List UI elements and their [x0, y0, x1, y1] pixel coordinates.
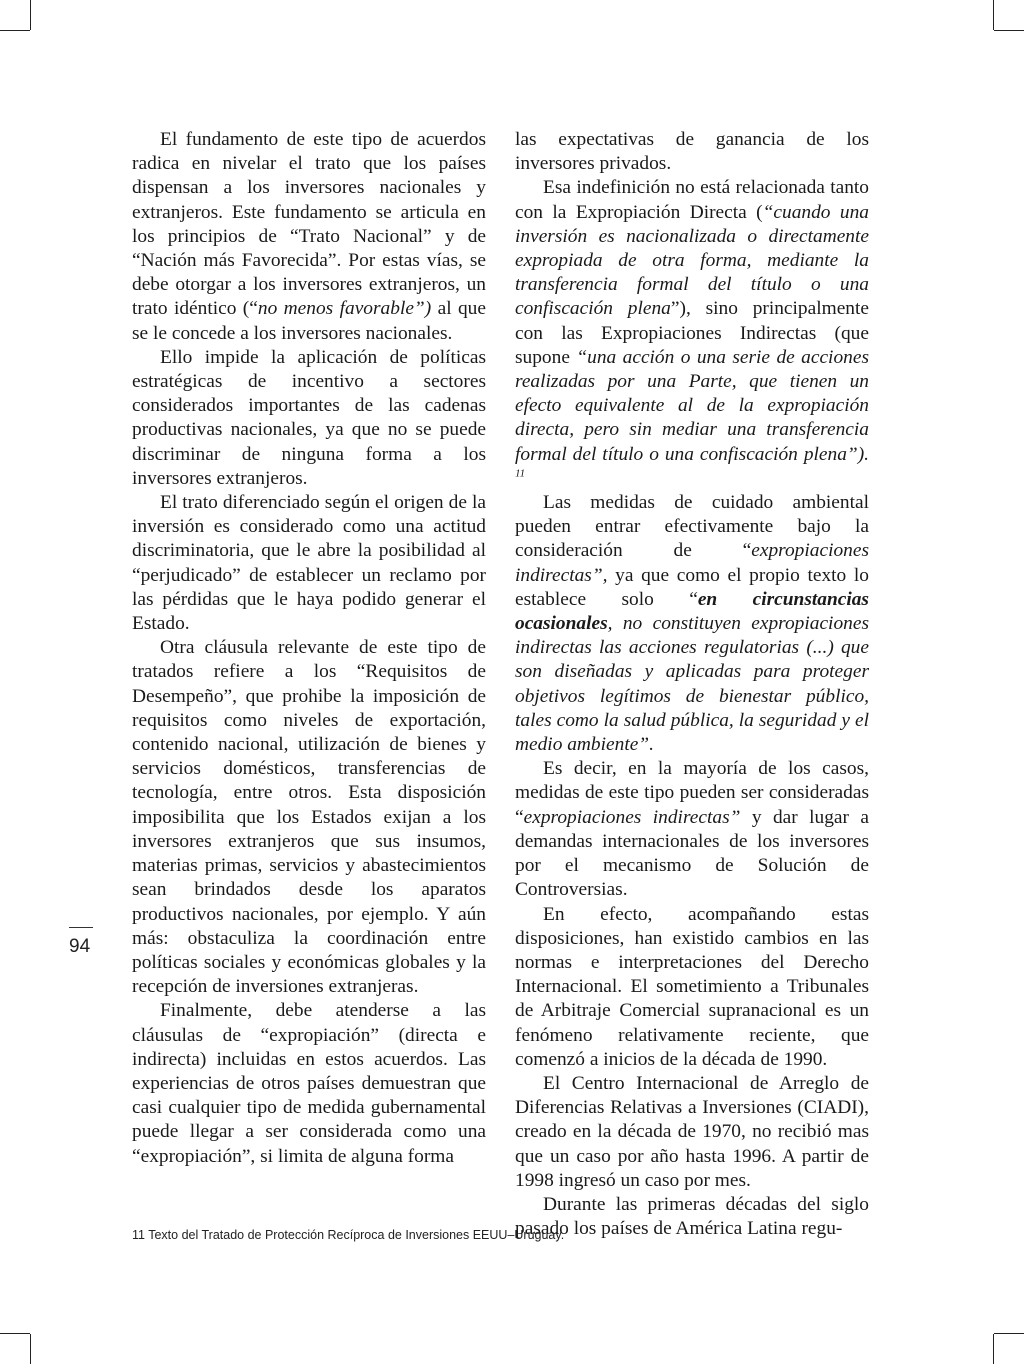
- crop-mark-bottom-right-v: [993, 1334, 994, 1364]
- paragraph-continuation: las expectativas de ganancia de los inversores privados.: [515, 129, 869, 175]
- paragraph-text: y dar lugar a demandas internacionales de los inversores por el mecanismo de Solución de Controversias.: [515, 806, 869, 901]
- crop-mark-top-left-h: [0, 30, 30, 31]
- paragraph: En efecto, acompañando estas disposiciones, han existido cambios en las normas e interpretaciones del Derecho Internacional. El sometimiento a Tribunales de Arbitraje Comercial supranacional es un fenómeno relativamente reciente, que comenzó a inicios de la década de 1990.: [515, 903, 869, 1070]
- footnote: 11 Texto del Tratado de Protección Recíproca de Inversiones EEUU–Uruguay.: [132, 1228, 565, 1242]
- right-column: [515, 128, 869, 1241]
- italic-quote: “una acción o una serie de acciones realizadas por una Parte, que tienen un efecto equivalente al de la expropiación directa, pero sin mediar una transferencia formal del título o una confiscación plena”).: [515, 346, 869, 465]
- paragraph-text: El fundamento de este tipo de acuerdos radica en nivelar el trato que los países dispensan a los inversores nacionales y extranjeros. Este fundamento se articula en los principios de “Trato Nacional” y de “Nación más Favorecida”. Por estas vías, se debe otorgar a los inversores extranjeros, un trato idéntico (“: [132, 129, 486, 320]
- paragraph: Durante las primeras décadas del siglo pasado los países de América Latina regu-: [515, 1193, 869, 1240]
- paragraph-text: al que se le concede a los inversores nacionales.: [132, 298, 486, 344]
- crop-mark-bottom-left-v: [30, 1334, 31, 1364]
- paragraph-text: Es decir, en la mayoría de los casos, medidas de este tipo pueden ser consideradas “: [515, 758, 869, 828]
- footnote-reference: 11: [515, 467, 526, 480]
- italic-quote: expropiaciones indirectas”,: [515, 540, 869, 586]
- paragraph: [515, 176, 869, 491]
- paragraph-text: Esa indefinición no está relacionada tanto con la Expropiación Directa (: [515, 177, 869, 223]
- italic-quote: no menos favorable”): [257, 298, 432, 320]
- italic-quote: “cuando una inversión es nacionalizada o directamente expropiada de otra forma, mediante la transferencia formal del título o una confiscación plena: [515, 201, 869, 320]
- paragraph-text: ya que como el propio texto lo establece solo “: [515, 564, 869, 610]
- paragraph-text: Las medidas de cuidado ambiental pueden entrar efectivamente bajo la consideración de “: [515, 492, 869, 562]
- paragraph: Otra cláusula relevante de este tipo de tratados refiere a los “Requisitos de Desempeño”, que prohibe la imposición de requisitos como niveles de exportación, contenido nacional, utilización de bienes y servicios domésticos, transferencias de tecnología, entre otros. Esta disposición imposibilita que los Estados exijan a los inversores extranjeros que sus insumos, materias primas, servicios y abastecimientos sean brindados desde los aparatos productivos nacionales, por ejemplo. Y aún más: obstaculiza la coordinación entre políticas sociales y económicas globales y la recepción de inversiones extranjeras.: [132, 637, 486, 998]
- paragraph: [132, 128, 486, 346]
- crop-mark-bottom-right-h: [994, 1333, 1024, 1334]
- paragraph: El trato diferenciado según el origen de la inversión es considerado como una actitud discriminatoria, que le abre la posibilidad al “perjudicado” de establecer un reclamo por las pérdidas que le haya podido generar el Estado.: [132, 492, 486, 635]
- paragraph: [515, 757, 869, 902]
- page-number: 94: [69, 936, 91, 957]
- paragraph-text: ”), sino principalmente con las Expropiaciones Indirectas (que supone: [515, 298, 869, 368]
- italic-quote: expropiaciones indirectas”: [523, 806, 741, 828]
- paragraph: Finalmente, debe atenderse a las cláusulas de “expropiación” (directa e indirecta) incluidas en estos acuerdos. Las experiencias de otros países demuestran que casi cualquier tipo de medida gubernamental puede llegar a ser considerada como una “expropiación”, si limita de alguna forma: [132, 1000, 486, 1167]
- paragraph: El Centro Internacional de Arreglo de Diferencias Relativas a Inversiones (CIADI), creado en la década de 1970, no recibió mas que un caso por año hasta 1996. A partir de 1998 ingresó un caso por mes.: [515, 1072, 869, 1191]
- crop-mark-top-right-v: [993, 0, 994, 30]
- bold-italic-phrase: en circunstancias ocasionales: [515, 588, 869, 635]
- page-number-rule: [69, 927, 93, 928]
- crop-mark-top-left-v: [30, 0, 31, 30]
- italic-quote: , no constituyen expropiaciones indirectas las acciones regulatorias (...) que son diseñadas y aplicadas para proteger objetivos legítimos de bienestar público, tales como la salud pública, la seguridad y el medio ambiente”.: [515, 613, 869, 756]
- crop-mark-bottom-left-h: [0, 1333, 30, 1334]
- paragraph: Ello impide la aplicación de políticas estratégicas de incentivo a sectores considerados importantes de las cadenas productivas nacionales, ya que no se puede discriminar de ninguna forma a los inversores extranjeros.: [132, 346, 486, 489]
- crop-mark-top-right-h: [994, 30, 1024, 31]
- paragraph: [515, 491, 869, 757]
- left-column: [132, 128, 486, 1169]
